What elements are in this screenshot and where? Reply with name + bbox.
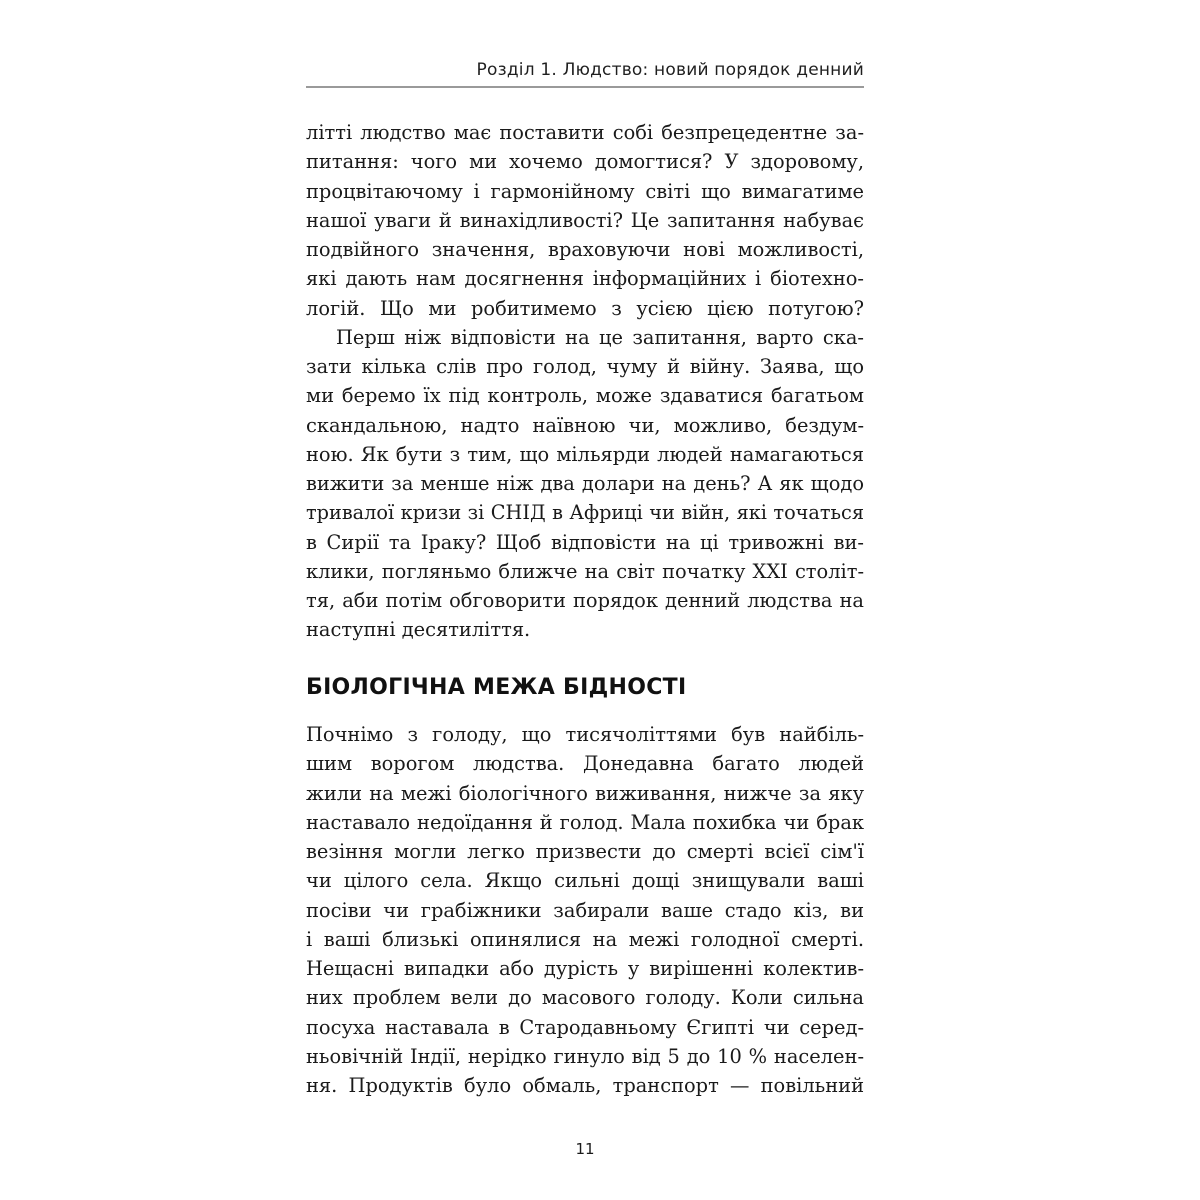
text-line: везіння могли легко призвести до смерті всієї сім'ї <box>306 840 864 863</box>
text-line: скандальною, надто наївною чи, можливо, бездум- <box>306 413 864 437</box>
text-line: Перш ніж відповісти на це запитання, варто ска- <box>336 325 864 349</box>
text-line: посуха наставала в Стародавньому Єгипті чи серед- <box>306 1015 864 1039</box>
text-line: подвійного значення, враховуючи нові можливості, <box>306 238 864 261</box>
running-header: Розділ 1. Людство: новий порядок денний <box>476 60 864 80</box>
text-line: Нещасні випадки або дурість у вирішенні колектив- <box>306 957 864 980</box>
text-line: процвітаючому і гармонійному світі що вимагатиме <box>306 179 864 203</box>
text-line: вижити за менше ніж два долари на день? А як щодо <box>306 472 864 495</box>
text-line: ми беремо їх під контроль, може здаватися багатьом <box>306 384 864 408</box>
text-line: наступні десятиліття. <box>306 618 531 642</box>
page-number: 11 <box>575 1140 595 1158</box>
text-block-bottom <box>306 720 864 1100</box>
text-line: клики, погляньмо ближче на світ початку XXI століт- <box>306 559 864 583</box>
text-line: них проблем вели до масового голоду. Коли сильна <box>306 986 864 1010</box>
text-line: логій. Що ми робитимемо з усією цією потугою? <box>306 296 864 320</box>
text-line: які дають нам досягнення інформаційних і біотехно- <box>306 267 864 291</box>
text-line: тривалої кризи зі СНІД в Африці чи війн, які точаться <box>306 501 864 525</box>
header-rule <box>306 86 864 88</box>
paragraph <box>306 323 864 645</box>
text-line: літті людство має поставити собі безпрецедентне за- <box>306 121 864 144</box>
text-line: і ваші близькі опинялися на межі голодної смерті. <box>306 927 864 951</box>
paragraph-continued <box>306 118 864 323</box>
text-line: Почнімо з голоду, що тисячоліттями був найбіль- <box>306 723 864 746</box>
text-line: шим ворогом людства. Донедавна багато людей <box>306 752 864 776</box>
text-line: тя, аби потім обговорити порядок денний людства на <box>306 589 864 612</box>
text-line: в Сирії та Іраку? Щоб відповісти на ці тривожні ви- <box>306 530 864 554</box>
section-heading: БІОЛОГІЧНА МЕЖА БІДНОСТІ <box>306 675 687 700</box>
text-line: наставало недоїдання й голод. Мала похибка чи брак <box>306 810 864 834</box>
text-line: зати кілька слів про голод, чуму й війну. Заява, що <box>306 355 864 378</box>
text-line: ньовічній Індії, нерідко гинуло від 5 до 10 % населен- <box>306 1044 864 1068</box>
text-line: посіви чи грабіжники забирали ваше стадо кіз, ви <box>306 898 864 922</box>
text-line: чи цілого села. Якщо сильні дощі знищували ваші <box>306 869 864 893</box>
text-line: питання: чого ми хочемо домогтися? У здоровому, <box>306 150 864 174</box>
paragraph <box>306 720 864 1100</box>
text-block-top <box>306 118 864 645</box>
text-line: ною. Як бути з тим, що мільярди людей намагаються <box>306 442 864 466</box>
text-line: жили на межі біологічного виживання, нижче за яку <box>306 781 864 805</box>
text-line: ня. Продуктів було обмаль, транспорт — повільний <box>306 1074 864 1097</box>
text-line: нашої уваги й винахідливості? Це запитання набуває <box>306 208 864 232</box>
